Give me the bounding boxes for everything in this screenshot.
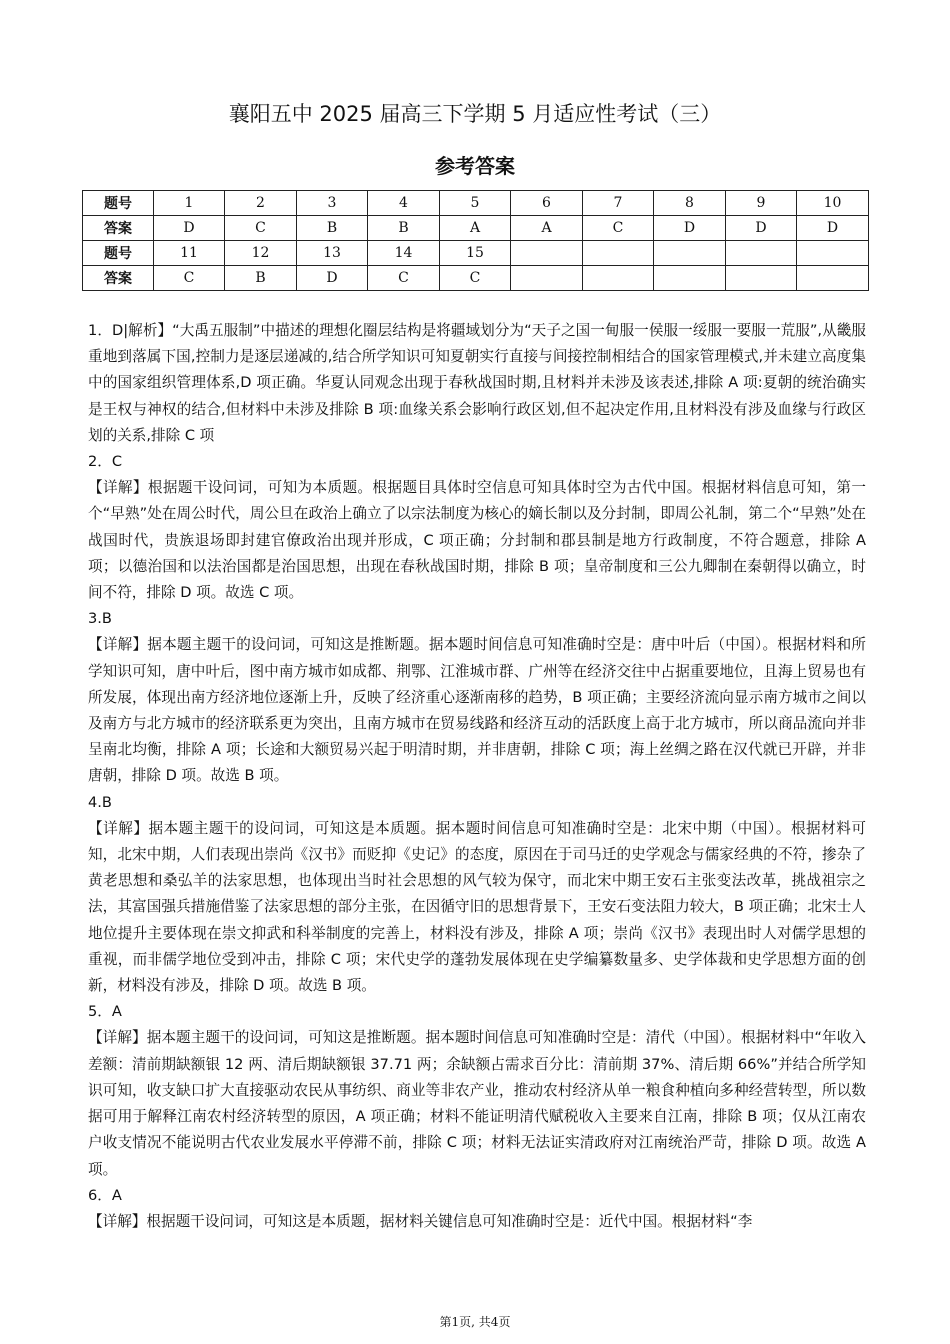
answer-cell: B — [368, 216, 440, 241]
explanation-paragraph: 【详解】据本题主题干的设问词，可知这是推断题。据本题时间信息可知准确时空是：唐中叶后（中国）。根据材料和所学知识可知，唐中叶后，图中南方城市如成都、荆鄂、江淮城市群、广州等在经济交往中占据重要地位，且海上贸易也有所发展，体现出南方经济地位逐渐上升，反映了经济重心逐渐南移的趋势，B 项正确；主要经济流向显示南方城市之间以及南方与北方城市的经济联系更为突出，且南方城市在贸易线路和经济互动的活跃度上高于北方城市，所以商品流向并非呈南北均衡，排除 A 项；长途和大额贸易兴起于明清时期，并非唐朝，排除 C 项；海上丝绸之路在汉代就已开辟，并非唐朝，排除 D 项。故选 B 项。 — [88, 636, 866, 785]
question-number-cell: 4 — [368, 191, 440, 216]
answer-cell: C — [583, 216, 654, 241]
answer-cell — [726, 266, 797, 291]
question-number-cell: 14 — [368, 241, 440, 266]
question-number-cell: 5 — [440, 191, 511, 216]
question-number-cell: 7 — [583, 191, 654, 216]
answer-cell: B — [297, 216, 368, 241]
question-number-cell: 12 — [225, 241, 297, 266]
page-subtitle: 参考答案 — [435, 154, 515, 178]
answer-cell: C — [225, 216, 297, 241]
number-row — [83, 241, 869, 266]
explanation-paragraph: 【详解】据本题主题干的设问词，可知这是推断题。据本题时间信息可知准确时空是：清代（中国）。根据材料中“年收入差额：清前期缺额银 12 两、清后期缺额银 37.71 两；余缺额占需求百分比：清前期 37%、清后期 66%”并结合所学知识可知，收支缺口扩大直接驱动农民从事纺织、商业等非农产业，推动农村经济从单一粮食种植向多种经营转型，所以数据可用于解释江南农村经济转型的原因，A 项正确；材料不能证明清代赋税收入主要来自江南，排除 B 项；仅从江南农户收支情况不能说明古代农业发展水平停滞不前，排除 C 项；材料无法证实清政府对江南统治严苛，排除 D 项。故选 A 项。 — [88, 1029, 866, 1178]
answer-cell: B — [225, 266, 297, 291]
answer-cell — [583, 266, 654, 291]
explanation-paragraph: 1．D|解析】“大禹五服制”中描述的理想化圈层结构是将疆域划分为“天子之国一甸服一侯服一绥服一要服一荒服”,从畿服重地到落属下国,控制力是逐层递减的,结合所学知识可知夏朝实行直接与间接控制相结合的国家管理模式,并未建立高度集中的国家组织管理体系,D 项正确。华夏认同观念出现于春秋战国时期,且材料并未涉及该表述,排除 A 项:夏朝的统治确实是王权与神权的结合,但材料中未涉及排除 B 项:血缘关系会影响行政区划,但不起决定作用,且材料没有涉及血缘与行政区划的关系,排除 C 项 — [88, 322, 866, 444]
row-label: 答案 — [83, 266, 154, 291]
explanation-paragraph: 2．C — [88, 453, 123, 471]
explanations — [88, 318, 866, 1235]
question-number-cell: 11 — [154, 241, 225, 266]
question-number-cell — [654, 241, 726, 266]
question-number-cell — [797, 241, 869, 266]
question-number-cell: 3 — [297, 191, 368, 216]
explanation-paragraph: 【详解】据本题主题干的设问词，可知这是本质题。据本题时间信息可知准确时空是：北宋中期（中国）。根据材料可知，北宋中期，人们表现出崇尚《汉书》而贬抑《史记》的态度，原因在于司马迁的史学观念与儒家经典的不符，掺杂了黄老思想和桑弘羊的法家思想，也体现出当时社会思想的风气较为保守，而北宋中期王安石主张变法改革，挑战祖宗之法，其富国强兵措施借鉴了法家思想的部分主张，在因循守旧的思想背景下，王安石变法阻力较大，B 项正确；北宋士人地位提升主要体现在崇文抑武和科举制度的完善上，材料没有涉及，排除 A 项；崇尚《汉书》表现出时人对儒学思想的重视，而非儒学地位受到冲击，排除 C 项；宋代史学的蓬勃发展体现在史学编纂数量多、史学体裁和史学思想方面的创新，材料没有涉及，排除 D 项。故选 B 项。 — [88, 819, 866, 995]
row-label: 答案 — [83, 216, 154, 241]
answer-cell: C — [440, 266, 511, 291]
question-number-cell — [583, 241, 654, 266]
row-label: 题号 — [83, 191, 154, 216]
explanation-paragraph: 3.B — [88, 610, 112, 628]
answer-cell: A — [440, 216, 511, 241]
page-footer: 第1页, 共4页 — [439, 1315, 511, 1329]
answer-cell — [797, 266, 869, 291]
explanation-paragraph: 5．A — [88, 1003, 122, 1021]
answer-row — [83, 266, 869, 291]
row-label: 题号 — [83, 241, 154, 266]
explanation-paragraph: 【详解】根据题干设问词，可知为本质题。根据题目具体时空信息可知具体时空为古代中国。根据材料信息可知，第一个“早熟”处在周公时代，周公旦在政治上确立了以宗法制度为核心的嫡长制以及分封制，即周公礼制，第二个“早熟”处在战国时代，贵族退场即封建官僚政治出现并形成，C 项正确；分封制和郡县制是地方行政制度，不符合题意，排除 A 项；以德治国和以法治国都是治国思想，出现在春秋战国时期，排除 B 项；皇帝制度和三公九卿制在秦朝得以确立，时间不符，排除 D 项。故选 C 项。 — [88, 479, 866, 602]
answer-cell: D — [726, 216, 797, 241]
answer-cell: C — [368, 266, 440, 291]
answer-cell: D — [797, 216, 869, 241]
question-number-cell: 10 — [797, 191, 869, 216]
question-number-cell — [511, 241, 583, 266]
question-number-cell — [726, 241, 797, 266]
answer-row — [83, 216, 869, 241]
question-number-cell: 6 — [511, 191, 583, 216]
answer-cell: D — [297, 266, 368, 291]
number-row — [83, 191, 869, 216]
answer-cell: A — [511, 216, 583, 241]
question-number-cell: 1 — [154, 191, 225, 216]
explanation-paragraph: 4.B — [88, 793, 112, 811]
explanation-paragraph: 【详解】根据题干设问词，可知这是本质题，据材料关键信息可知准确时空是：近代中国。根据材料“李 — [88, 1212, 753, 1230]
question-number-cell: 2 — [225, 191, 297, 216]
question-number-cell: 9 — [726, 191, 797, 216]
answer-cell — [654, 266, 726, 291]
question-number-cell: 15 — [440, 241, 511, 266]
question-number-cell: 8 — [654, 191, 726, 216]
answer-cell: D — [154, 216, 225, 241]
explanation-paragraph: 6．A — [88, 1186, 122, 1204]
answer-cell: C — [154, 266, 225, 291]
answer-cell: D — [654, 216, 726, 241]
answer-cell — [511, 266, 583, 291]
page-title: 襄阳五中 2025 届高三下学期 5 月适应性考试（三） — [228, 102, 722, 126]
question-number-cell: 13 — [297, 241, 368, 266]
answer-table — [82, 190, 869, 291]
